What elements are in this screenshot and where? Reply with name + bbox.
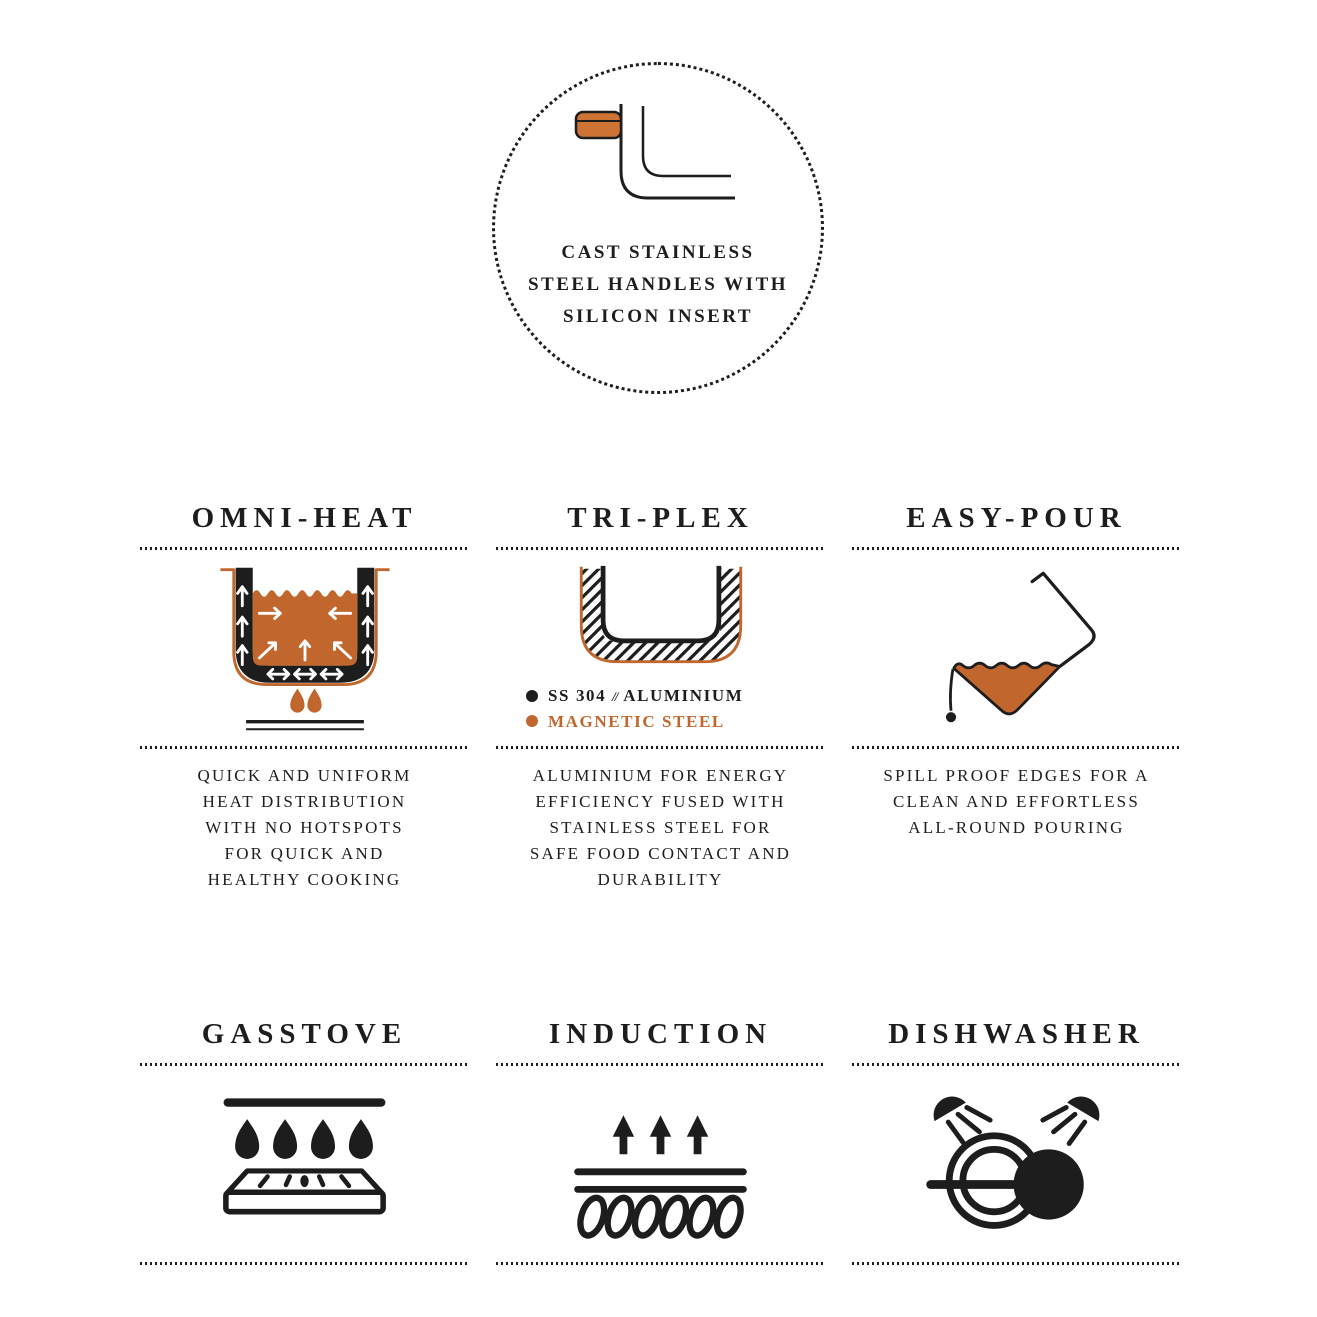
icon-box [852, 550, 1181, 746]
feature-title: TRI-PLEX [567, 502, 754, 534]
easy-pour-icon [924, 565, 1109, 731]
feature-description [883, 763, 1149, 841]
induction-coil-icon [563, 1086, 758, 1242]
legend-text: SS 304 // ALUMINIUM [548, 685, 744, 705]
hatch-symbol: // [612, 688, 618, 704]
feature-induction [496, 1014, 825, 1265]
hero-icon-wrap [495, 101, 821, 223]
feature-gasstove [140, 1014, 469, 1265]
desc-line: FOR QUICK AND [224, 844, 385, 863]
orange-dot-icon [526, 715, 538, 727]
legend-item-magnetic-steel [526, 709, 743, 734]
hero-caption-line: SILICON INSERT [562, 306, 754, 327]
hero-dotted-circle [492, 62, 824, 394]
dishwasher-safe-icon [919, 1086, 1114, 1242]
icon-box [852, 1066, 1181, 1262]
icon-box [496, 550, 825, 746]
feature-omni-heat [140, 498, 469, 893]
desc-line: HEALTHY COOKING [207, 870, 402, 889]
desc-line: SPILL PROOF EDGES FOR A [883, 766, 1150, 785]
icon-box [140, 550, 469, 746]
desc-line: CLEAN AND EFFORTLESS [892, 792, 1140, 811]
feature-easy-pour [852, 498, 1181, 893]
desc-line: QUICK AND UNIFORM [197, 766, 412, 785]
black-dot-icon [526, 690, 538, 702]
feature-description [530, 763, 791, 893]
tri-plex-legend [526, 683, 743, 734]
desc-line: DURABILITY [597, 870, 724, 889]
gas-stove-icon [212, 1094, 397, 1235]
feature-title: OMNI-HEAT [191, 502, 418, 534]
dotted-divider [496, 1262, 825, 1265]
desc-line: STAINLESS STEEL FOR [549, 818, 772, 837]
dotted-divider [852, 1262, 1181, 1265]
omni-heat-pot-icon [210, 562, 400, 735]
legend-text: MAGNETIC STEEL [548, 711, 725, 731]
pan-handle-icon [573, 101, 743, 223]
feature-description [197, 763, 411, 893]
feature-tri-plex [496, 498, 825, 893]
icon-box [140, 1066, 469, 1262]
dotted-divider [140, 746, 469, 749]
dotted-divider [852, 746, 1181, 749]
features-row-2 [140, 1014, 1181, 1265]
desc-line: WITH NO HOTSPOTS [205, 818, 404, 837]
desc-line: EFFICIENCY FUSED WITH [535, 792, 786, 811]
feature-title: EASY-POUR [906, 502, 1127, 534]
tri-plex-cross-section-icon [566, 563, 756, 675]
feature-title: DISHWASHER [888, 1018, 1145, 1050]
desc-line: ALUMINIUM FOR ENERGY [532, 766, 789, 785]
features-row-1 [140, 498, 1181, 893]
hero-caption-line: CAST STAINLESS [561, 242, 755, 263]
hero-caption-line: STEEL HANDLES WITH [527, 274, 789, 295]
desc-line: SAFE FOOD CONTACT AND [529, 844, 792, 863]
dotted-divider [496, 746, 825, 749]
icon-box [496, 1066, 825, 1262]
feature-dishwasher [852, 1014, 1181, 1265]
feature-title: GASSTOVE [201, 1018, 408, 1050]
hero-caption [495, 237, 821, 333]
dotted-divider [140, 1262, 469, 1265]
legend-item-ss304 [526, 683, 743, 709]
desc-line: ALL-ROUND POURING [908, 818, 1125, 837]
feature-title: INDUCTION [548, 1018, 773, 1050]
desc-line: HEAT DISTRIBUTION [202, 792, 407, 811]
